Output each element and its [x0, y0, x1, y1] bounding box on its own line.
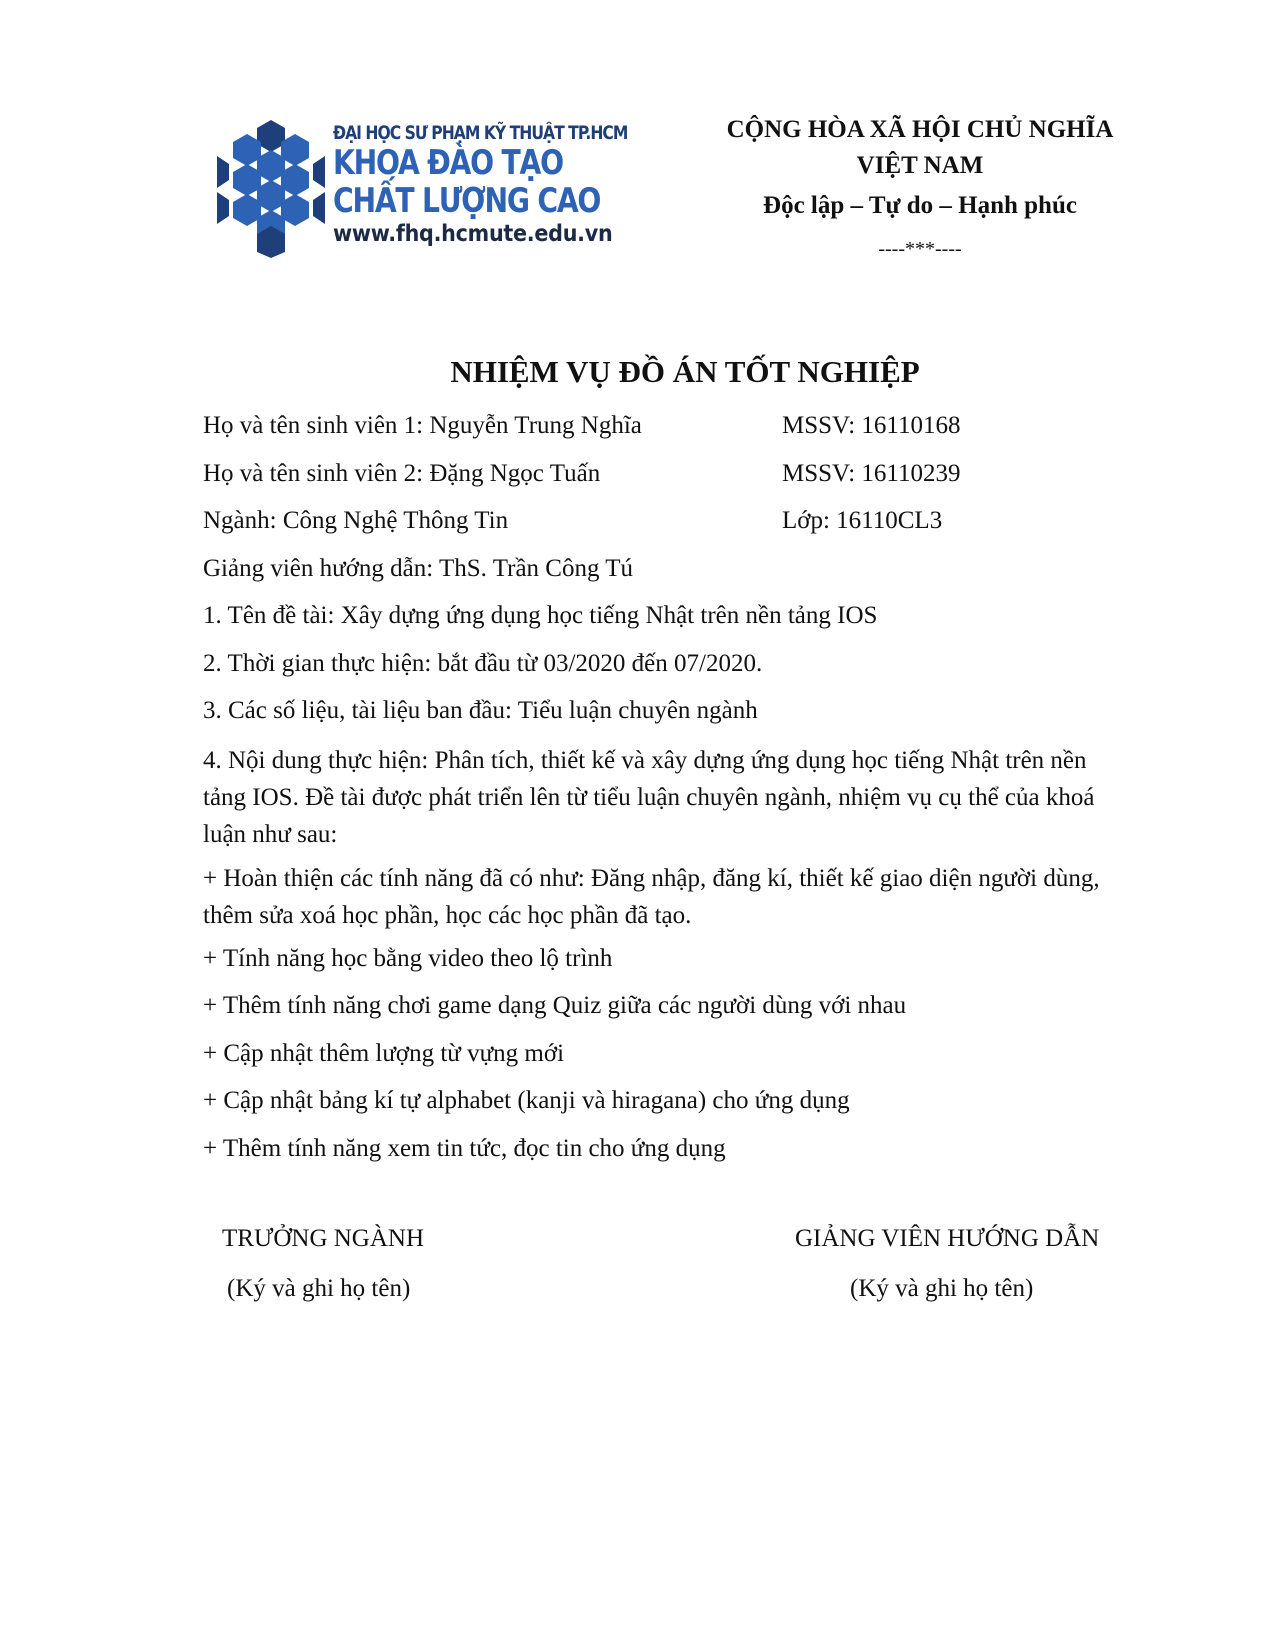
task-item: + Tính năng học bằng video theo lộ trình	[203, 945, 613, 972]
logo-url: www.fhq.hcmute.edu.vn	[333, 221, 613, 247]
class: Lớp: 16110CL3	[782, 507, 943, 534]
logo-faculty-line2: CHẤT LƯỢNG CAO	[333, 181, 601, 221]
signature-advisor-note: (Ký và ghi họ tên)	[850, 1275, 1034, 1302]
task-item: + Thêm tính năng xem tin tức, đọc tin cho ứng dụng	[203, 1135, 726, 1162]
separator: ----***----	[878, 238, 962, 260]
task-item: + Hoàn thiện các tính năng đã có như: Đăng nhập, đăng kí, thiết kế giao diện người dùng, thêm sửa xoá học phần, học các học phần đã tạo.	[203, 865, 1100, 929]
advisor: Giảng viên hướng dẫn: ThS. Trần Công Tú	[203, 555, 634, 582]
nation-line1: CỘNG HÒA XÃ HỘI CHỦ NGHĨA	[726, 116, 1114, 143]
nation-line2: VIỆT NAM	[856, 152, 984, 179]
task-item: + Cập nhật thêm lượng từ vựng mới	[203, 1040, 565, 1067]
logo-faculty-line1: KHOA ĐÀO TẠO	[333, 143, 563, 183]
student1-name: Họ và tên sinh viên 1: Nguyễn Trung Nghĩa	[203, 412, 642, 439]
item-content: 4. Nội dung thực hiện: Phân tích, thiết kế và xây dựng ứng dụng học tiếng Nhật trên nền tảng IOS. Đề tài được phát triển lên từ tiểu luận chuyên ngành, nhiệm vụ cụ thể của khoá luận như sau:	[203, 747, 1095, 848]
document-title: NHIỆM VỤ ĐỒ ÁN TỐT NGHIỆP	[450, 354, 920, 389]
item-topic: 1. Tên đề tài: Xây dựng ứng dụng học tiếng Nhật trên nền tảng IOS	[203, 602, 878, 629]
hexagon-cluster-logo-icon	[215, 118, 327, 258]
student1-id: MSSV: 16110168	[782, 412, 961, 439]
student2-name: Họ và tên sinh viên 2: Đặng Ngọc Tuấn	[203, 460, 601, 487]
signature-head-of-department-title: TRƯỞNG NGÀNH	[222, 1225, 425, 1252]
signature-head-of-department-note: (Ký và ghi họ tên)	[227, 1275, 411, 1302]
national-title	[700, 112, 1140, 184]
major: Ngành: Công Nghệ Thông Tin	[203, 507, 509, 534]
logo-university-name: ĐẠI HỌC SƯ PHẠM KỸ THUẬT TP.HCM	[333, 122, 628, 144]
item-duration: 2. Thời gian thực hiện: bắt đầu từ 03/2020 đến 07/2020.	[203, 650, 763, 677]
national-motto: Độc lập – Tự do – Hạnh phúc	[763, 192, 1077, 219]
task-item: + Cập nhật bảng kí tự alphabet (kanji và hiragana) cho ứng dụng	[203, 1087, 850, 1114]
item-materials: 3. Các số liệu, tài liệu ban đầu: Tiểu luận chuyên ngành	[203, 697, 758, 724]
faculty-logo	[215, 118, 628, 263]
signature-advisor-title: GIẢNG VIÊN HƯỚNG DẪN	[795, 1225, 1100, 1252]
student2-id: MSSV: 16110239	[782, 460, 961, 487]
task-item: + Thêm tính năng chơi game dạng Quiz giữa các người dùng với nhau	[203, 992, 907, 1019]
